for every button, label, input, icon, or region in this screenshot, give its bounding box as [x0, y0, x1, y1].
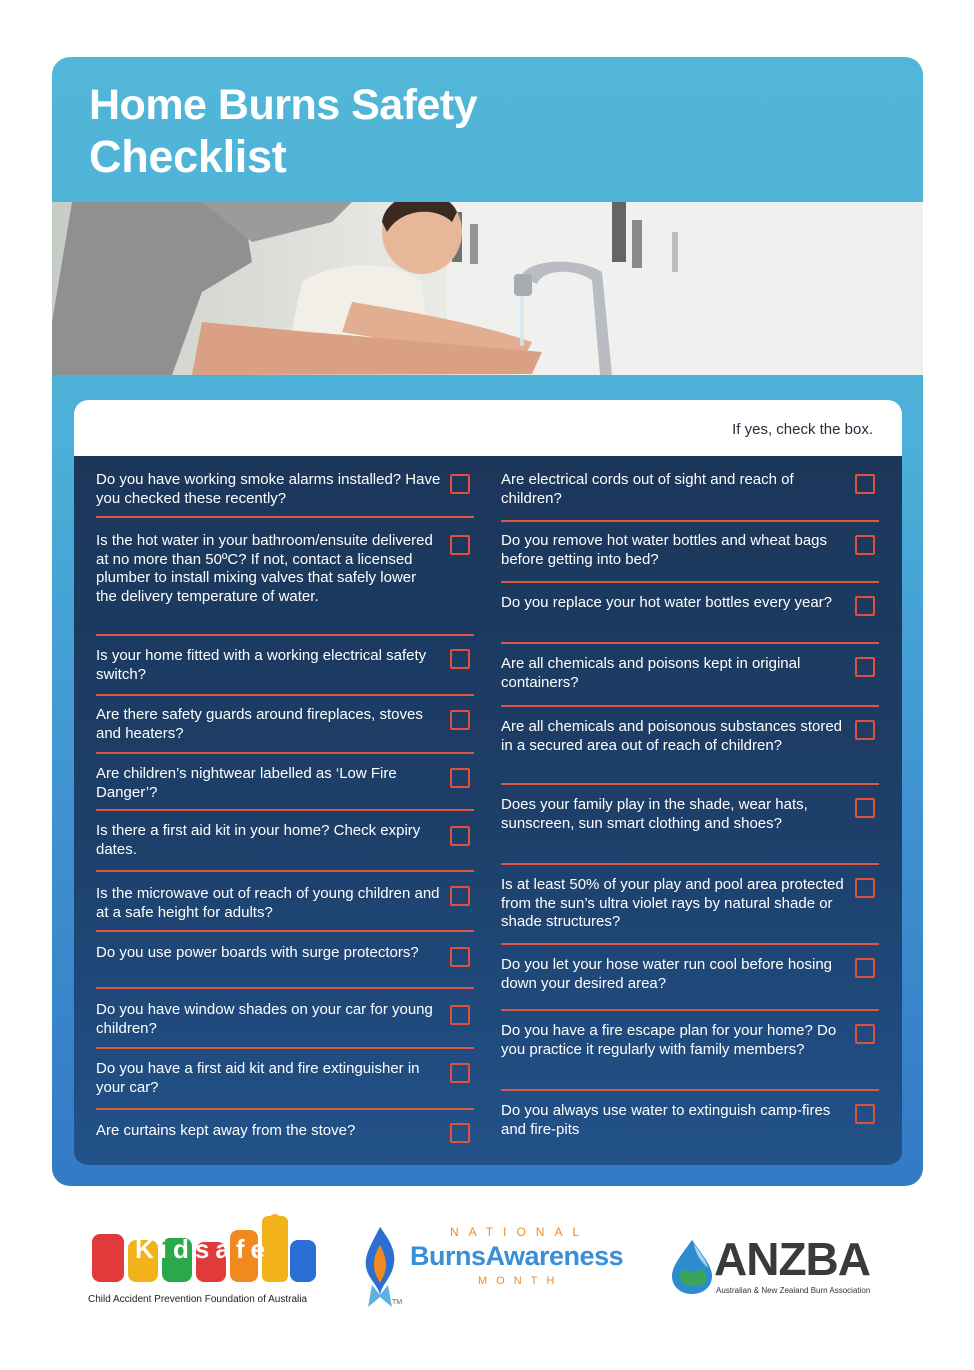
- checklist-item: [501, 1091, 879, 1151]
- checklist-item: [501, 1011, 879, 1091]
- checkbox[interactable]: [450, 768, 470, 788]
- question-text: Do you replace your hot water bottles every year?: [501, 594, 833, 611]
- question-text: Does your family play in the shade, wear hats, sunscreen, sun smart clothing and shoes?: [501, 796, 808, 832]
- checkbox[interactable]: [855, 1024, 875, 1044]
- question-text: Do you have a fire escape plan for your home? Do you practice it regularly with family members?: [501, 1022, 837, 1058]
- question-text: Are all chemicals and poisonous substances stored in a secured area out of reach of children?: [501, 718, 843, 754]
- question-text: Do you let your hose water run cool before hosing down your desired area?: [501, 956, 833, 992]
- kidsafe-name: Kidsafe: [135, 1234, 271, 1264]
- checklist-item: [501, 583, 879, 644]
- question-text: Are curtains kept away from the stove?: [96, 1122, 356, 1139]
- checklist-item: [501, 644, 879, 707]
- burns-awareness-logo: [358, 1225, 638, 1315]
- partner-logos: [0, 1200, 974, 1320]
- question-text: Do you have a first aid kit and fire extinguisher in your car?: [96, 1060, 420, 1096]
- checkbox[interactable]: [855, 535, 875, 555]
- page-title: [89, 79, 477, 183]
- checklist-panel: [74, 400, 902, 1165]
- instruction-bar: [74, 400, 902, 456]
- checklist-item: [96, 811, 474, 872]
- checkbox[interactable]: [855, 958, 875, 978]
- question-text: Are children’s nightwear labelled as ‘Low Fire Danger’?: [96, 765, 397, 801]
- checkbox[interactable]: [855, 798, 875, 818]
- instruction-text: If yes, check the box.: [732, 421, 873, 438]
- checklist-item: [96, 636, 474, 696]
- checkbox[interactable]: [450, 1005, 470, 1025]
- question-text: Is at least 50% of your play and pool area protected from the sun’s ultra violet rays by natural shade or shade structures?: [501, 876, 844, 930]
- kidsafe-logo: [88, 1210, 328, 1310]
- checkbox[interactable]: [450, 535, 470, 555]
- burns-awareness-top: NATIONAL: [450, 1225, 590, 1239]
- checklist-item: [96, 989, 474, 1049]
- droplet-globe-icon: [668, 1238, 716, 1296]
- anzba-tagline: Australian & New Zealand Burn Association: [716, 1286, 871, 1295]
- kidsafe-tagline: Child Accident Prevention Foundation of Australia: [88, 1294, 308, 1305]
- checklist-item: [96, 1110, 474, 1160]
- checklist-item: [96, 754, 474, 811]
- checklist-item: [501, 707, 879, 785]
- title-line-1: Home Burns Safety: [89, 81, 478, 129]
- checklist-item: [96, 696, 474, 754]
- question-text: Are all chemicals and poisons kept in original containers?: [501, 655, 801, 691]
- question-text: Are there safety guards around fireplaces, stoves and heaters?: [96, 706, 423, 742]
- checkbox[interactable]: [855, 596, 875, 616]
- checklist-item: [96, 456, 474, 518]
- checklist-item: [501, 945, 879, 1011]
- checklist-item: [501, 865, 879, 945]
- anzba-logo: [668, 1233, 898, 1308]
- checkbox[interactable]: [450, 474, 470, 494]
- checkbox[interactable]: [855, 878, 875, 898]
- question-text: Do you always use water to extinguish camp-fires and fire-pits: [501, 1102, 831, 1138]
- checklist-item: [96, 932, 474, 989]
- checklist-item: [96, 1049, 474, 1110]
- checklist-right-column: [501, 456, 879, 1151]
- checklist-item: [501, 785, 879, 865]
- question-text: Do you remove hot water bottles and wheat bags before getting into bed?: [501, 532, 828, 568]
- checkbox[interactable]: [450, 710, 470, 730]
- checkbox[interactable]: [855, 657, 875, 677]
- checkbox[interactable]: [855, 720, 875, 740]
- hero-illustration: [52, 202, 923, 375]
- checkbox[interactable]: [855, 474, 875, 494]
- title-line-2: Checklist: [89, 131, 287, 182]
- burns-awareness-name: BurnsAwareness: [410, 1241, 624, 1271]
- checkbox[interactable]: [450, 826, 470, 846]
- checkbox[interactable]: [450, 649, 470, 669]
- question-text: Are electrical cords out of sight and reach of children?: [501, 471, 794, 507]
- checklist-left-column: [96, 456, 474, 1160]
- checkbox[interactable]: [855, 1104, 875, 1124]
- flame-ribbon-icon: [358, 1225, 402, 1309]
- burns-awareness-bottom: MONTH: [478, 1275, 564, 1287]
- anzba-name: ANZBA: [714, 1233, 870, 1285]
- question-text: Do you have working smoke alarms installed? Have you checked these recently?: [96, 471, 441, 507]
- question-text: Do you have window shades on your car for young children?: [96, 1001, 433, 1037]
- checkbox[interactable]: [450, 1123, 470, 1143]
- checklist-item: [501, 456, 879, 522]
- checklist-card: [52, 57, 923, 1186]
- question-text: Is the microwave out of reach of young children and at a safe height for adults?: [96, 885, 440, 921]
- burns-awareness-tm: TM: [392, 1299, 403, 1306]
- question-text: Do you use power boards with surge protectors?: [96, 944, 419, 961]
- checkbox[interactable]: [450, 1063, 470, 1083]
- question-text: Is there a first aid kit in your home? Check expiry dates.: [96, 822, 421, 858]
- question-text: Is the hot water in your bathroom/ensuite delivered at no more than 50ºC? If not, contact a licensed plumber to install mixing valves that safely lower the delivery temperature of water.: [96, 532, 433, 605]
- question-text: Is your home fitted with a working electrical safety switch?: [96, 647, 427, 683]
- checklist-item: [96, 518, 474, 636]
- hero-photo: [52, 202, 923, 375]
- checklist-item: [501, 522, 879, 583]
- checkbox[interactable]: [450, 947, 470, 967]
- checklist-item: [96, 872, 474, 932]
- checkbox[interactable]: [450, 886, 470, 906]
